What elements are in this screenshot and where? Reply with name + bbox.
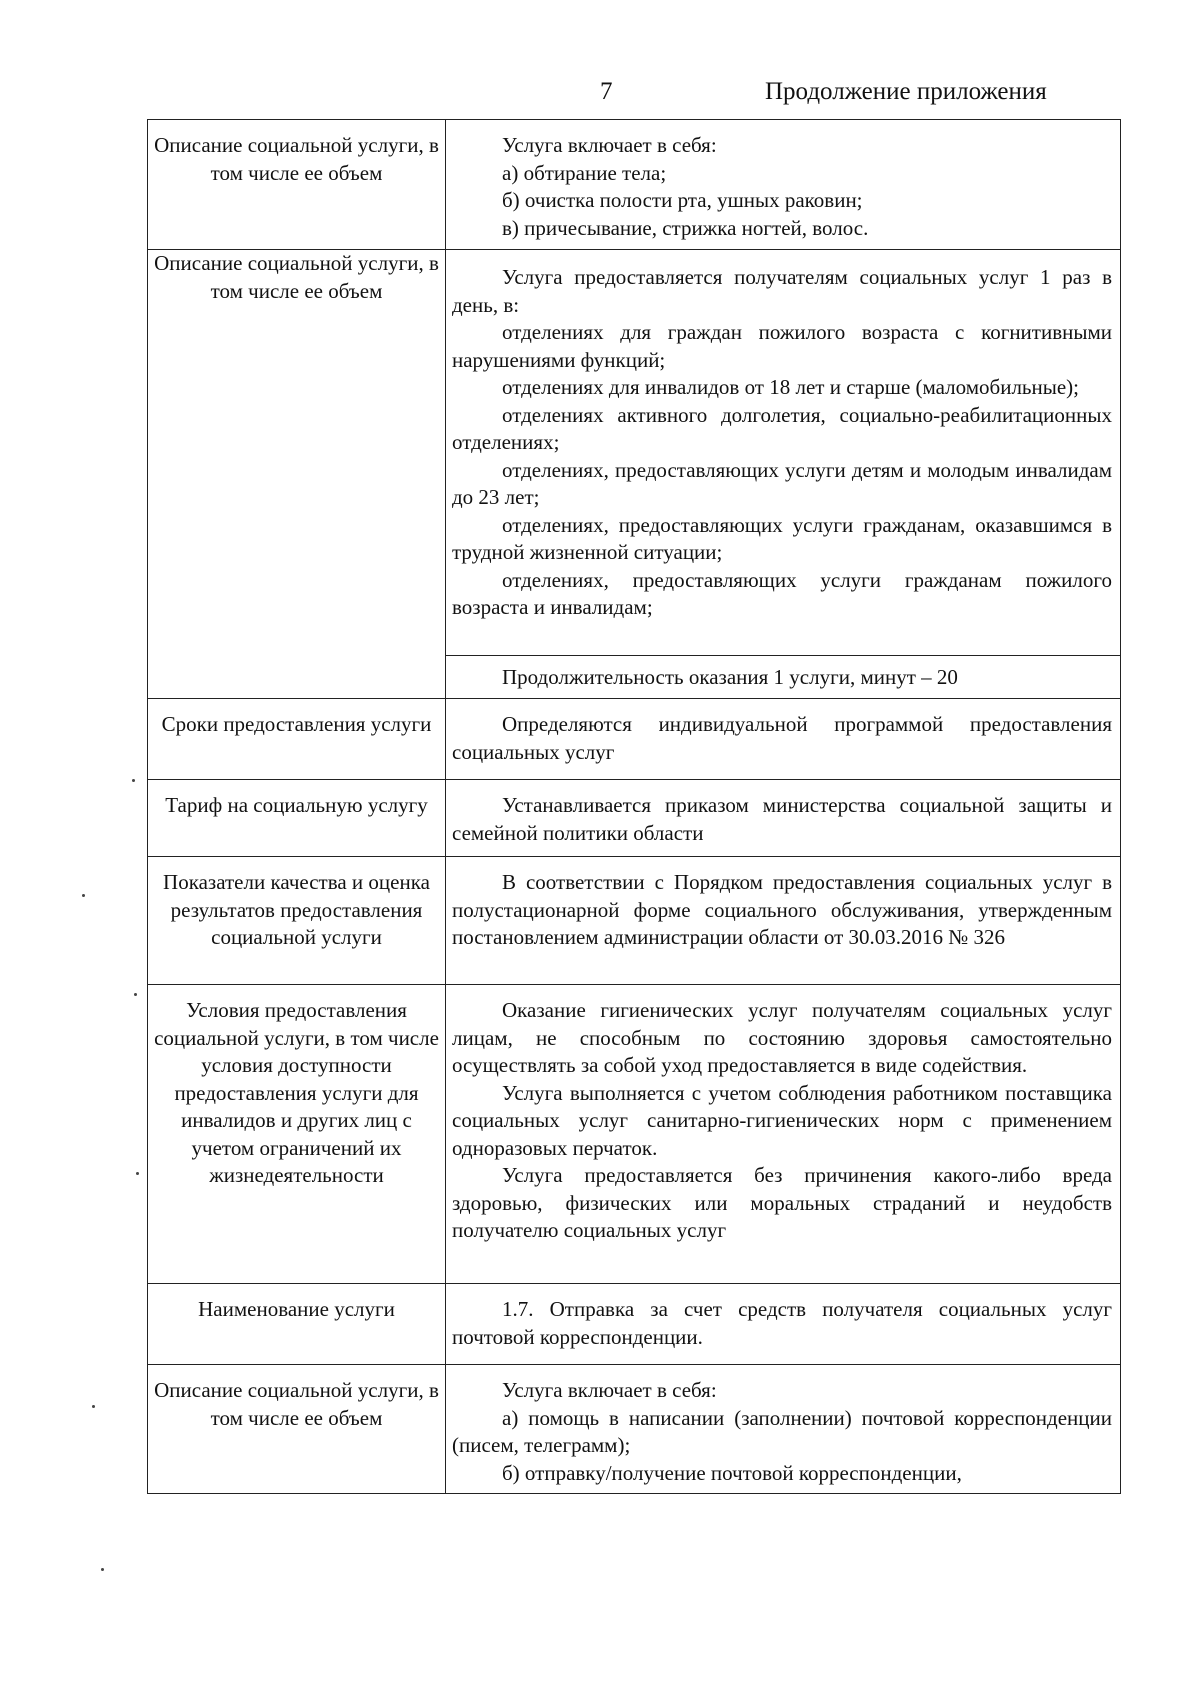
table-row — [148, 780, 1121, 857]
paragraph: Услуга выполняется с учетом соблюдения работником поставщика социальных услуг санитарно-гигиенических норм с применением одноразовых перчаток. — [452, 1080, 1112, 1160]
row-label: Описание социальной услуги, в том числе ее объем — [148, 250, 446, 699]
row-value — [446, 780, 1121, 857]
paragraph: отделениях, предоставляющих услуги детям и молодым инвалидам до 23 лет; — [452, 457, 1112, 509]
table-row — [148, 1284, 1121, 1365]
paragraph: 1.7. Отправка за счет средств получателя социальных услуг почтовой корреспонденции. — [452, 1297, 1112, 1349]
paragraph: отделениях для граждан пожилого возраста с когнитивными нарушениями функций; — [452, 320, 1112, 372]
row-value — [446, 699, 1121, 780]
paragraph: а) помощь в написании (заполнении) почтовой корреспонденции (писем, телеграмм); — [452, 1405, 1112, 1457]
paragraph: отделениях, предоставляющих услуги гражданам пожилого возраста и инвалидам; — [452, 567, 1112, 619]
text-line: в) причесывание, стрижка ногтей, волос. — [502, 215, 869, 240]
paragraph: б) отправку/получение почтовой корреспонденции, — [502, 1460, 962, 1485]
row-label: Показатели качества и оценка результатов предоставления социальной услуги — [148, 857, 446, 985]
row-value — [446, 656, 1121, 699]
paragraph: Услуга предоставляется получателям социальных услуг 1 раз в день, в: — [452, 265, 1112, 317]
scan-speck — [82, 894, 85, 897]
scan-speck — [134, 993, 137, 996]
paragraph: Услуга включает в себя: — [502, 1378, 717, 1402]
row-label: Тариф на социальную услугу — [148, 780, 446, 857]
row-value — [446, 857, 1121, 985]
scan-speck — [132, 779, 135, 782]
row-label: Сроки предоставления услуги — [148, 699, 446, 780]
table-row — [148, 120, 1121, 250]
table-row — [148, 1365, 1121, 1494]
row-value — [446, 1365, 1121, 1494]
paragraph: отделениях активного долголетия, социально-реабилитационных отделениях; — [452, 402, 1112, 454]
paragraph: Оказание гигиенических услуг получателям социальных услуг лицам, не способным по состоянию здоровья самостоятельно осуществлять за собой уход предоставляется в виде содействия. — [452, 998, 1112, 1077]
paragraph: отделениях, предоставляющих услуги гражданам, оказавшимся в трудной жизненной ситуации; — [452, 512, 1112, 564]
row-label: Описание социальной услуги, в том числе ее объем — [148, 120, 446, 250]
paragraph: отделениях для инвалидов от 18 лет и старше (маломобильные); — [502, 375, 1079, 399]
table-row — [148, 857, 1121, 985]
continuation-title: Продолжение приложения — [765, 78, 1047, 105]
scan-speck — [136, 1172, 139, 1175]
duration-text: Продолжительность оказания 1 услуги, минут – 20 — [502, 665, 958, 689]
page-number: 7 — [600, 78, 613, 105]
row-value — [446, 250, 1121, 656]
row-label: Наименование услуги — [148, 1284, 446, 1365]
table-row — [148, 985, 1121, 1284]
row-value — [446, 985, 1121, 1284]
text-line: б) очистка полости рта, ушных раковин; — [502, 188, 863, 212]
table-row — [148, 250, 1121, 656]
paragraph: Услуга предоставляется без причинения какого-либо вреда здоровью, физических или моральных страданий и неудобств получателю социальных услуг — [452, 1163, 1112, 1242]
text-line: Услуга включает в себя: — [502, 133, 717, 157]
row-value — [446, 120, 1121, 250]
row-value — [446, 1284, 1121, 1365]
service-table — [147, 119, 1121, 1494]
table-row — [148, 699, 1121, 780]
scan-speck — [101, 1568, 104, 1571]
row-label: Описание социальной услуги, в том числе ее объем — [148, 1365, 446, 1494]
paragraph: Устанавливается приказом министерства социальной защиты и семейной политики области — [452, 793, 1112, 845]
text-line: а) обтирание тела; — [502, 160, 667, 185]
row-label: Условия предоставления социальной услуги, в том числе условия доступности предоставления услуги для инвалидов и других лиц с учетом ограничений их жизнедеятельности — [148, 985, 446, 1284]
scan-speck — [92, 1405, 95, 1408]
paragraph: Определяются индивидуальной программой предоставления социальных услуг — [452, 712, 1112, 764]
paragraph: В соответствии с Порядком предоставления социальных услуг в полустационарной форме социального обслуживания, утвержденным постановлением администрации области от 30.03.2016 № 326 — [452, 870, 1112, 949]
page-header — [0, 78, 1200, 118]
